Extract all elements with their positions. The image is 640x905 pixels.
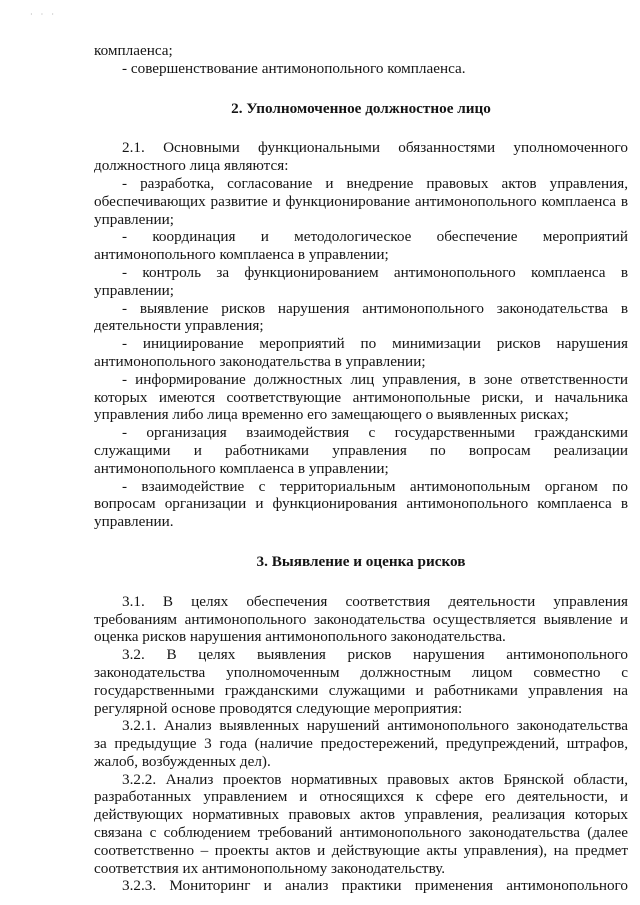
text-line: вопросам организации и функционирования антимонопольного комплаенса в <box>94 495 628 513</box>
text-line: - выявление рисков нарушения антимонопольного законодательства в <box>122 299 628 317</box>
text-line: деятельности управления; <box>94 317 264 335</box>
text-line: связана с соблюдением требований антимонопольного законодательства (далее <box>94 824 628 842</box>
text-line: оценка рисков нарушения антимонопольного законодательства. <box>94 628 506 646</box>
section-2-title: 2. Уполномоченное должностное лицо <box>231 99 491 117</box>
text-line: - разработка, согласование и внедрение правовых актов управления, <box>122 174 628 192</box>
text-line: - инициирование мероприятий по минимизации рисков нарушения <box>122 335 628 353</box>
text-line: антимонопольного комплаенса в управлении; <box>94 459 389 477</box>
text-line: регулярной основе проводятся следующие мероприятия: <box>94 699 463 717</box>
text-line: - организация взаимодействия с государственными гражданскими <box>122 424 628 442</box>
text-line: требованиям антимонопольного законодательства осуществляется выявление и <box>94 610 628 628</box>
text-line: должностного лица являются: <box>94 157 289 175</box>
text-line: управлении; <box>94 210 174 228</box>
text-line: законодательства уполномоченным должностным лицом совместно с <box>94 663 628 681</box>
text-line: - информирование должностных лиц управления, в зоне ответственности <box>122 370 628 388</box>
text-line: за предыдущие 3 года (наличие предостережений, предупреждений, штрафов, <box>94 735 628 753</box>
text-line: соответствия их антимонопольному законодательству. <box>94 859 446 877</box>
text-line: действующих нормативных правовых актов управления, реализация которых <box>94 806 628 824</box>
text-line: - совершенствование антимонопольного комплаенса. <box>122 59 466 77</box>
text-line: 3.2. В целях выявления рисков нарушения антимонопольного <box>122 646 628 664</box>
text-line: управления либо лица временно его замещающего о выявленных рисках; <box>94 406 569 424</box>
text-line: которых имеются соответствующие антимонопольные риски, и начальника <box>94 388 628 406</box>
text-line: антимонопольного комплаенса в управлении; <box>94 246 389 264</box>
text-line: соответственно – проекты актов и действующие акты управления), на предмет <box>94 841 628 859</box>
text-line: - контроль за функционированием антимонопольного комплаенса в <box>122 263 628 281</box>
text-line: 3.2.1. Анализ выявленных нарушений антимонопольного законодательства <box>122 717 628 735</box>
text-line: 3.1. В целях обеспечения соответствия деятельности управления <box>122 592 628 610</box>
text-line: жалоб, возбужденных дел). <box>94 752 271 770</box>
text-line: управлении. <box>94 513 174 531</box>
text-line: 2.1. Основными функциональными обязанностями уполномоченного <box>122 139 628 157</box>
text-line: 3.2.2. Анализ проектов нормативных правовых актов Брянской области, <box>122 770 628 788</box>
text-line: - координация и методологическое обеспечение мероприятий <box>122 228 628 246</box>
text-line: комплаенса; <box>94 42 173 59</box>
text-line: служащими и работниками управления по вопросам реализации <box>94 441 628 459</box>
document-body <box>94 42 628 895</box>
scan-artifact: · · · <box>30 10 57 19</box>
text-line: обеспечивающих развитие и функционирование антимонопольного комплаенса в <box>94 192 628 210</box>
text-line: антимонопольного законодательства в управлении; <box>94 352 426 370</box>
text-line: государственными гражданскими служащими и работниками управления на <box>94 681 628 699</box>
text-line: - взаимодействие с территориальным антимонопольным органом по <box>122 477 628 495</box>
text-line: разработанных управлением и относящихся к сфере его деятельности, и <box>94 788 628 806</box>
section-3-title: 3. Выявление и оценка рисков <box>256 552 466 570</box>
section-2-body <box>94 139 628 531</box>
text-line: управлении; <box>94 281 174 299</box>
section-3-body <box>94 593 628 896</box>
text-line: 3.2.3. Мониторинг и анализ практики применения антимонопольного <box>122 877 628 895</box>
